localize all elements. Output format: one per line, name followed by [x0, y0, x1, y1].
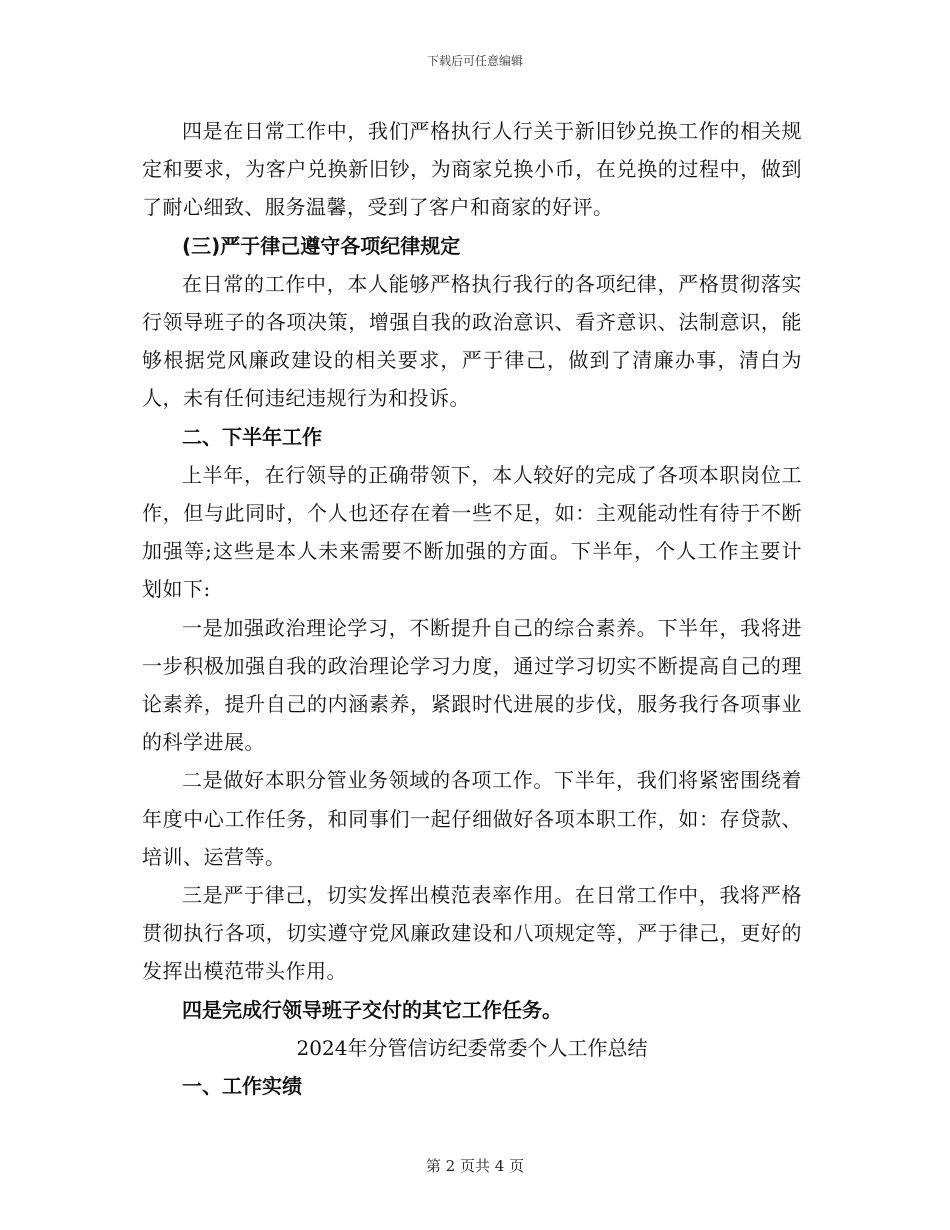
page-header: 下载后可任意编辑 [426, 54, 523, 68]
paragraph-exchange-service: 四是在日常工作中，我们严格执行人行关于新旧钞兑换工作的相关规定和要求，为客户兑换新旧钞，为商家兑换小币，在兑换的过程中，做到了耐心细致、服务温馨，受到了客户和商家的好评。 [142, 119, 802, 220]
document-body [142, 112, 802, 1105]
paragraph-plan-business: 二是做好本职分管业务领域的各项工作。下半年，我们将紧密围绕着年度中心工作任务，和同事们一起仔细做好各项本职工作，如：存贷款、培训、运营等。 [142, 768, 802, 869]
section-heading-work-results: 一、工作实绩 [182, 1074, 302, 1099]
paragraph-discipline: 在日常的工作中，本人能够严格执行我行的各项纪律，严格贯彻落实行领导班子的各项决策，增强自我的政治意识、看齐意识、法制意识，能够根据党风廉政建设的相关要求，严于律己，做到了清廉办事，清白为人，未有任何违纪违规行为和投诉。 [142, 271, 802, 411]
paragraph-plan-theory-study: 一是加强政治理论学习，不断提升自己的综合素养。下半年，我将进一步积极加强自我的政治理论学习力度，通过学习切实不断提高自己的理论素养，提升自己的内涵素养，紧跟时代进展的步伐，服务我行各项事业的科学进展。 [142, 615, 802, 755]
paragraph-first-half-summary: 上半年，在行领导的正确带领下，本人较好的完成了各项本职岗位工作，但与此同时，个人也还存在着一些不足，如：主观能动性有待于不断加强等;这些是本人未来需要不断加强的方面。下半年，个人工作主要计划如下: [142, 462, 802, 602]
paragraph-plan-other-tasks: 四是完成行领导班子交付的其它工作任务。 [182, 997, 562, 1022]
document-title: 2024年分管信访纪委常委个人工作总结 [296, 1035, 648, 1060]
section-heading-second-half: 二、下半年工作 [182, 424, 322, 449]
page-footer: 第 2 页共 4 页 [425, 1157, 525, 1175]
paragraph-plan-self-discipline: 三是严于律己，切实发挥出模范表率作用。在日常工作中，我将严格贯彻执行各项，切实遵守党风廉政建设和八项规定等，严于律己，更好的发挥出模范带头作用。 [142, 883, 802, 984]
section-heading-discipline: (三)严于律己遵守各项纪律规定 [182, 233, 461, 258]
